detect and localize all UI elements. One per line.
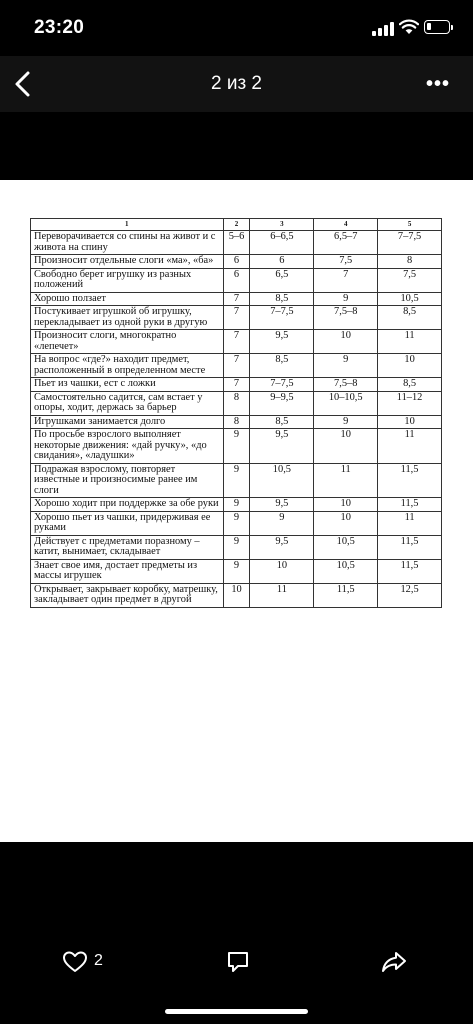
age-value-cell: 9,5 xyxy=(250,429,314,464)
age-value-cell: 8,5 xyxy=(250,292,314,306)
battery-icon xyxy=(424,20,450,34)
age-value-cell: 11 xyxy=(314,463,378,498)
age-value-cell: 7–7,5 xyxy=(378,231,442,255)
table-row xyxy=(31,391,442,415)
age-value-cell: 10 xyxy=(250,559,314,583)
age-value-cell: 11,5 xyxy=(378,463,442,498)
header-cell: 1 xyxy=(31,219,224,231)
age-value-cell: 11,5 xyxy=(378,535,442,559)
age-value-cell: 11,5 xyxy=(314,583,378,607)
age-value-cell: 7 xyxy=(223,306,250,330)
age-value-cell: 8,5 xyxy=(250,415,314,429)
signal-icon xyxy=(372,22,394,36)
header-cell: 2 xyxy=(223,219,250,231)
age-value-cell: 10,5 xyxy=(314,535,378,559)
age-value-cell: 6,5–7 xyxy=(314,231,378,255)
skill-description-cell: Подражая взрослому, повторяет известные и произносимые ранее им слоги xyxy=(31,463,224,498)
table-row xyxy=(31,354,442,378)
table-row xyxy=(31,415,442,429)
age-value-cell: 7 xyxy=(223,292,250,306)
skill-description-cell: Произносит слоги, многократно «лепечет» xyxy=(31,330,224,354)
header-cell: 5 xyxy=(378,219,442,231)
page-counter-title: 2 из 2 xyxy=(210,73,263,94)
age-value-cell: 10,5 xyxy=(378,292,442,306)
comment-icon[interactable] xyxy=(225,949,251,975)
home-indicator xyxy=(165,1009,308,1014)
skill-description-cell: Действует с предметами поразному – катит, вынимает, складывает xyxy=(31,535,224,559)
age-value-cell: 11 xyxy=(378,511,442,535)
table-row xyxy=(31,559,442,583)
skill-description-cell: Хорошо пьет из чашки, придерживая ее руками xyxy=(31,511,224,535)
table-row xyxy=(31,330,442,354)
skill-description-cell: На вопрос «где?» находит предмет, расположенный в определенном месте xyxy=(31,354,224,378)
age-value-cell: 9 xyxy=(223,559,250,583)
age-value-cell: 9 xyxy=(314,415,378,429)
skill-description-cell: Произносит отдельные слоги «ма», «ба» xyxy=(31,255,224,269)
age-value-cell: 11,5 xyxy=(378,559,442,583)
age-value-cell: 6,5 xyxy=(250,268,314,292)
age-value-cell: 7 xyxy=(223,378,250,392)
age-value-cell: 7,5–8 xyxy=(314,306,378,330)
age-value-cell: 9 xyxy=(223,511,250,535)
age-value-cell: 7 xyxy=(223,354,250,378)
age-value-cell: 8,5 xyxy=(378,378,442,392)
age-value-cell: 7,5 xyxy=(378,268,442,292)
age-value-cell: 8,5 xyxy=(250,354,314,378)
age-value-cell: 9,5 xyxy=(250,498,314,512)
table-row xyxy=(31,255,442,269)
bottom-toolbar xyxy=(0,930,473,990)
age-value-cell: 9,5 xyxy=(250,330,314,354)
like-count: 2 xyxy=(94,952,103,969)
table-header-row xyxy=(31,219,442,231)
age-value-cell: 6 xyxy=(250,255,314,269)
age-value-cell: 9 xyxy=(223,535,250,559)
skill-description-cell: По просьбе взрослого выполняет некоторые движения: «дай ручку», «до свидания», «ладушки» xyxy=(31,429,224,464)
age-value-cell: 11–12 xyxy=(378,391,442,415)
age-value-cell: 7–7,5 xyxy=(250,306,314,330)
age-value-cell: 11,5 xyxy=(378,498,442,512)
age-value-cell: 9,5 xyxy=(250,535,314,559)
age-value-cell: 10 xyxy=(378,415,442,429)
table-row xyxy=(31,498,442,512)
age-value-cell: 7,5–8 xyxy=(314,378,378,392)
age-value-cell: 7 xyxy=(314,268,378,292)
age-value-cell: 8 xyxy=(223,415,250,429)
table-row xyxy=(31,306,442,330)
skill-description-cell: Игрушками занимается долго xyxy=(31,415,224,429)
age-value-cell: 9 xyxy=(223,429,250,464)
skill-description-cell: Знает свое имя, достает предметы из массы игрушек xyxy=(31,559,224,583)
age-value-cell: 11 xyxy=(378,429,442,464)
table-row xyxy=(31,378,442,392)
table-row xyxy=(31,463,442,498)
age-value-cell: 8 xyxy=(223,391,250,415)
age-value-cell: 10,5 xyxy=(314,559,378,583)
document-image xyxy=(0,180,473,842)
table-row xyxy=(31,429,442,464)
header-cell: 3 xyxy=(250,219,314,231)
age-value-cell: 9 xyxy=(250,511,314,535)
age-value-cell: 10 xyxy=(314,330,378,354)
status-time: 23:20 xyxy=(34,17,85,38)
age-value-cell: 11 xyxy=(250,583,314,607)
development-table xyxy=(30,218,442,608)
age-value-cell: 9–9,5 xyxy=(250,391,314,415)
age-value-cell: 8 xyxy=(378,255,442,269)
age-value-cell: 10 xyxy=(314,429,378,464)
age-value-cell: 10–10,5 xyxy=(314,391,378,415)
share-icon[interactable] xyxy=(381,949,407,975)
table-row xyxy=(31,268,442,292)
skill-description-cell: Открывает, закрывает коробку, матрешку, закладывает один предмет в другой xyxy=(31,583,224,607)
skill-description-cell: Пьет из чашки, ест с ложки xyxy=(31,378,224,392)
heart-icon xyxy=(62,950,88,974)
table-row xyxy=(31,535,442,559)
age-value-cell: 6 xyxy=(223,255,250,269)
table-row xyxy=(31,583,442,607)
age-value-cell: 6 xyxy=(223,268,250,292)
age-value-cell: 5–6 xyxy=(223,231,250,255)
skill-description-cell: Хорошо ползает xyxy=(31,292,224,306)
age-value-cell: 9 xyxy=(223,463,250,498)
age-value-cell: 11 xyxy=(378,330,442,354)
age-value-cell: 9 xyxy=(223,498,250,512)
age-value-cell: 7 xyxy=(223,330,250,354)
like-button[interactable] xyxy=(62,950,112,976)
more-icon[interactable]: ••• xyxy=(425,73,450,95)
header-cell: 4 xyxy=(314,219,378,231)
status-bar xyxy=(0,0,473,56)
age-value-cell: 8,5 xyxy=(378,306,442,330)
age-value-cell: 10 xyxy=(314,498,378,512)
age-value-cell: 10 xyxy=(223,583,250,607)
skill-description-cell: Переворачивается со спины на живот и с живота на спину xyxy=(31,231,224,255)
age-value-cell: 10 xyxy=(314,511,378,535)
age-value-cell: 7–7,5 xyxy=(250,378,314,392)
table-row xyxy=(31,231,442,255)
age-value-cell: 9 xyxy=(314,354,378,378)
skill-description-cell: Хорошо ходит при поддержке за обе руки xyxy=(31,498,224,512)
age-value-cell: 10,5 xyxy=(250,463,314,498)
skill-description-cell: Постукивает игрушкой об игрушку, перекладывает из одной руки в другую xyxy=(31,306,224,330)
nav-bar xyxy=(0,56,473,112)
age-value-cell: 12,5 xyxy=(378,583,442,607)
skill-description-cell: Свободно берет игрушку из разных положений xyxy=(31,268,224,292)
age-value-cell: 10 xyxy=(378,354,442,378)
table-row xyxy=(31,292,442,306)
age-value-cell: 6–6,5 xyxy=(250,231,314,255)
skill-description-cell: Самостоятельно садится, сам встает у опоры, ходит, держась за барьер xyxy=(31,391,224,415)
age-value-cell: 9 xyxy=(314,292,378,306)
wifi-icon xyxy=(399,19,419,35)
age-value-cell: 7,5 xyxy=(314,255,378,269)
table-row xyxy=(31,511,442,535)
